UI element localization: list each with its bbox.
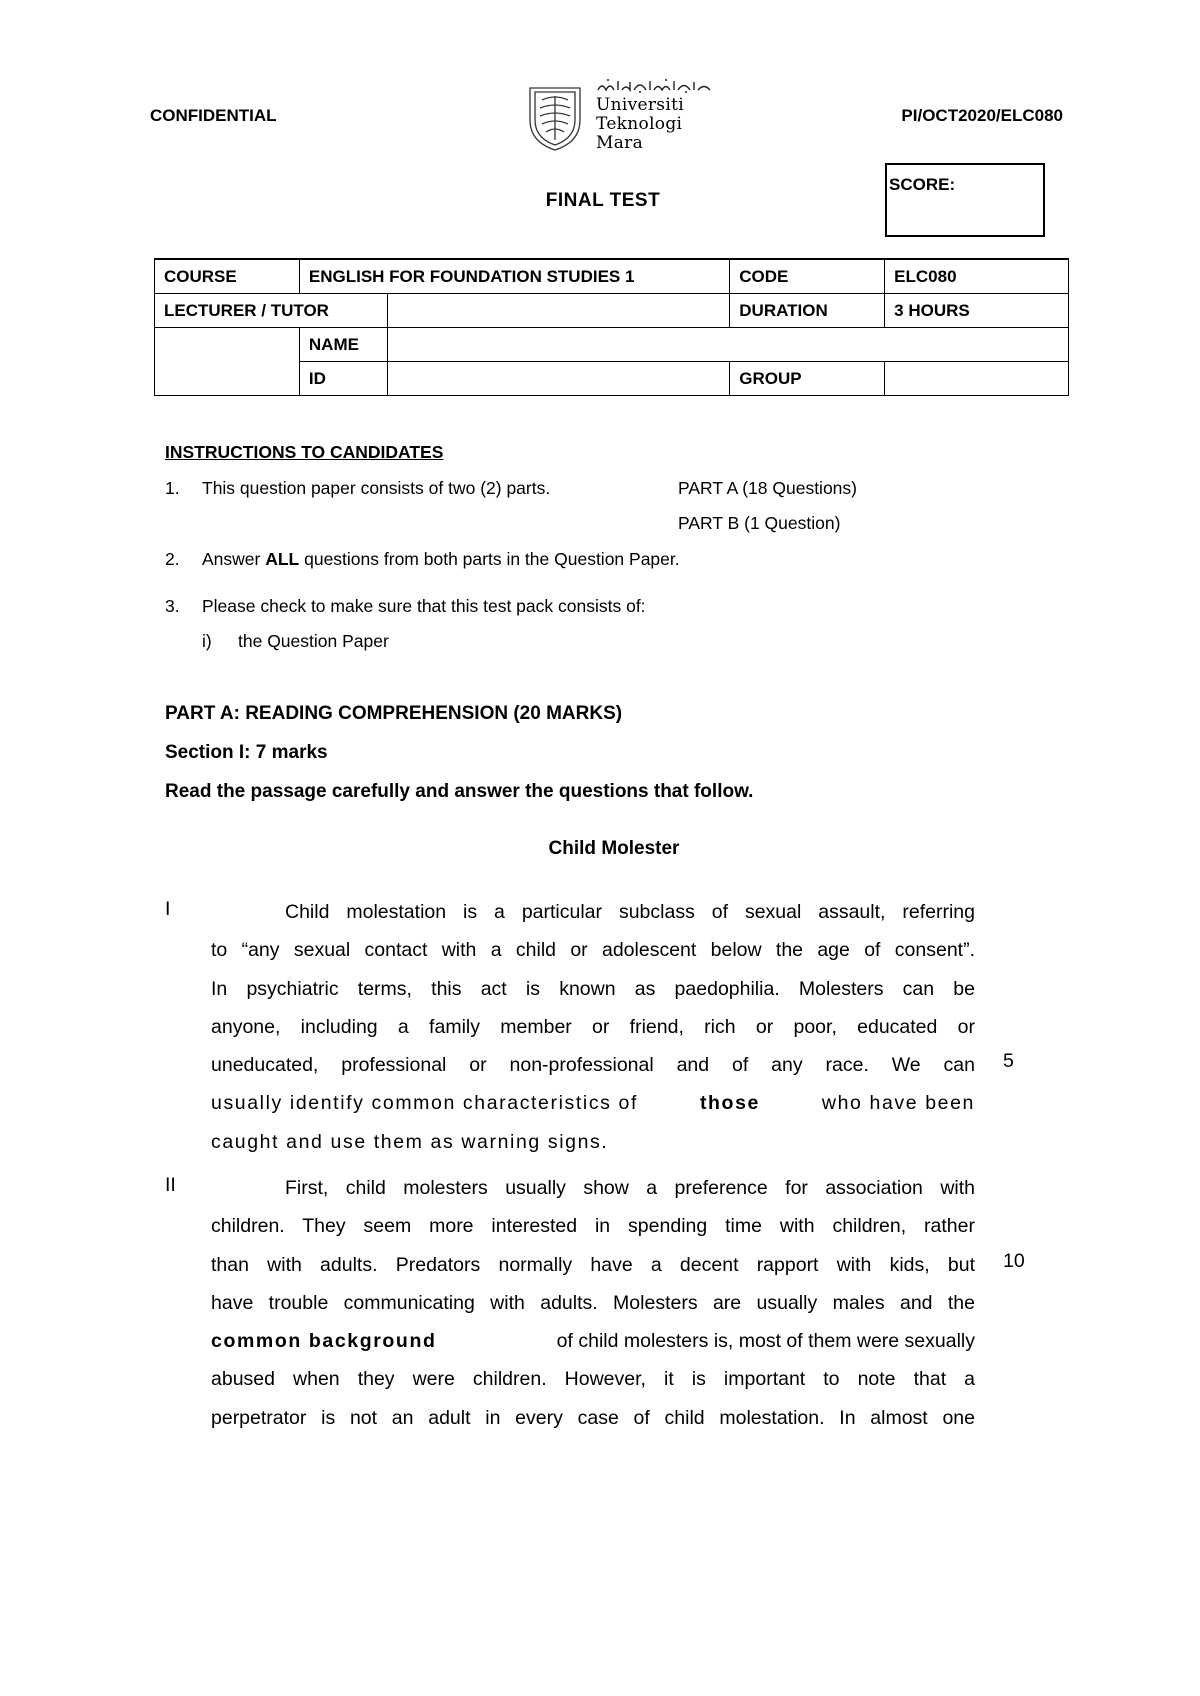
passage-line-part: usually identify common characteristics of <box>211 1092 639 1115</box>
course-label: COURSE <box>155 259 300 294</box>
passage-line: uneducated, professional or non-professional and of any race. We can <box>211 1054 975 1077</box>
course-value: ENGLISH FOR FOUNDATION STUDIES 1 <box>299 259 729 294</box>
paragraph-2 <box>211 1169 975 1437</box>
instruction-part-b: PART B (1 Question) <box>678 513 841 533</box>
passage-line: anyone, including a family member or friend, rich or poor, educated or <box>211 1015 975 1038</box>
table-row <box>155 294 1069 328</box>
instruction-text-part: questions from both parts in the Question Paper. <box>299 549 680 569</box>
instruction-sub-text: the Question Paper <box>238 631 389 651</box>
instruction-number: 1. <box>165 478 180 498</box>
duration-value: 3 HOURS <box>885 294 1069 328</box>
passage-line <box>211 1322 975 1360</box>
paper-reference-code: PI/OCT2020/ELC080 <box>901 106 1063 125</box>
reading-instruction: Read the passage carefully and answer the questions that follow. <box>165 781 754 802</box>
table-row <box>155 259 1069 294</box>
paragraph-1 <box>211 893 975 1161</box>
confidential-label: CONFIDENTIAL <box>150 106 277 125</box>
part-a-heading: PART A: READING COMPREHENSION (20 MARKS) <box>165 703 623 724</box>
lecturer-label: LECTURER / TUTOR <box>155 294 388 328</box>
passage-line <box>211 1084 975 1122</box>
university-name-line: Teknologi <box>596 114 683 134</box>
group-field[interactable] <box>885 362 1069 396</box>
paragraph-numeral: II <box>165 1174 176 1196</box>
passage-line: Child molestation is a particular subclass of sexual assault, referring <box>285 901 975 923</box>
instruction-text-part: Answer <box>202 549 266 569</box>
university-name-line: Universiti <box>596 95 684 115</box>
passage-line: caught and use them as warning signs. <box>211 1130 609 1153</box>
crest-icon <box>520 80 590 152</box>
passage-line: to “any sexual contact with a child or adolescent below the age of consent”. <box>211 939 975 962</box>
jawi-script-icon <box>596 78 714 94</box>
passage-line: children. They seem more interested in spending time with children, rather <box>211 1215 975 1238</box>
university-name <box>596 96 684 153</box>
passage-line-part: of child molesters is, most of them were sexually <box>556 1330 975 1353</box>
name-label: NAME <box>299 328 387 362</box>
university-name-line: Mara <box>596 133 644 153</box>
instruction-part-a: PART A (18 Questions) <box>678 478 857 498</box>
passage-title-text: Child Molester <box>548 838 680 859</box>
instruction-number: 3. <box>165 596 180 616</box>
paragraph-numeral: I <box>165 898 171 920</box>
passage-line: abused when they were children. However, it is important to note that a <box>211 1368 975 1391</box>
table-row <box>155 328 1069 362</box>
id-label: ID <box>299 362 387 396</box>
lecturer-field[interactable] <box>387 294 729 328</box>
passage-title <box>0 838 1200 860</box>
section-heading: Section I: 7 marks <box>165 742 328 763</box>
instruction-text: This question paper consists of two (2) parts. <box>202 478 551 498</box>
duration-label: DURATION <box>730 294 885 328</box>
passage-line: have trouble communicating with adults. Molesters are usually males and the <box>211 1291 975 1314</box>
passage-line: perpetrator is not an adult in every case of child molestation. In almost one <box>211 1406 975 1429</box>
highlighted-phrase: common background <box>211 1330 437 1353</box>
passage-line: than with adults. Predators normally have a decent rapport with kids, but <box>211 1253 975 1276</box>
group-label: GROUP <box>730 362 885 396</box>
test-title-text: FINAL TEST <box>545 190 661 211</box>
instructions-heading: INSTRUCTIONS TO CANDIDATES <box>165 442 444 462</box>
university-logo <box>520 78 716 156</box>
instruction-text <box>202 549 680 570</box>
instruction-emphasis: ALL <box>265 549 300 569</box>
passage-line: In psychiatric terms, this act is known as paedophilia. Molesters can be <box>211 977 975 1000</box>
passage-line-part: who have been <box>821 1092 975 1115</box>
instruction-sub-number: i) <box>202 631 212 651</box>
code-label: CODE <box>730 259 885 294</box>
candidate-info-table <box>154 258 1069 396</box>
line-number: 5 <box>1003 1050 1014 1072</box>
code-value: ELC080 <box>885 259 1069 294</box>
instruction-text: Please check to make sure that this test pack consists of: <box>202 596 646 616</box>
passage-line: First, child molesters usually show a preference for association with <box>285 1177 975 1199</box>
name-field[interactable] <box>387 328 1068 362</box>
score-box <box>885 163 1045 237</box>
blank-cell <box>155 328 300 396</box>
id-field[interactable] <box>387 362 729 396</box>
line-number: 10 <box>1003 1250 1025 1272</box>
highlighted-word: those <box>699 1092 760 1115</box>
instruction-number: 2. <box>165 549 180 569</box>
score-label: SCORE: <box>889 175 956 194</box>
